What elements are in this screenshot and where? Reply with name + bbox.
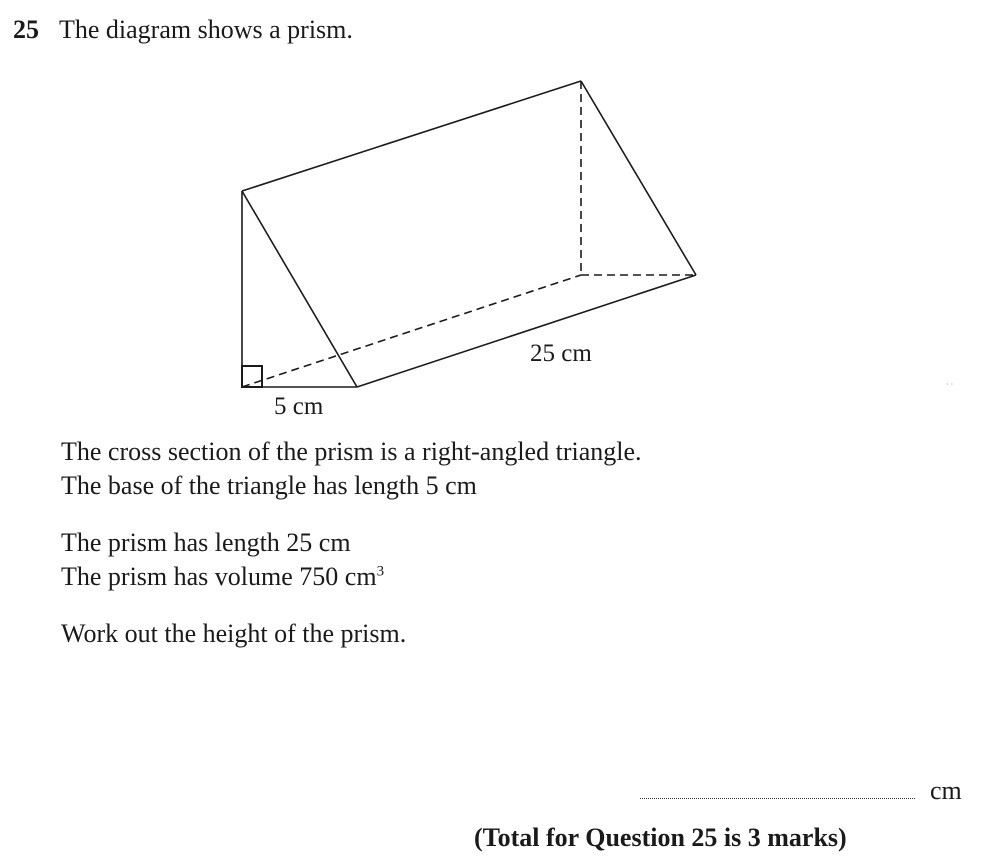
top-length-edge: [242, 81, 581, 191]
question-intro: The diagram shows a prism.: [59, 15, 353, 44]
body-line-instruction: Work out the height of the prism.: [61, 619, 407, 648]
right-angle-marker: [242, 366, 262, 387]
base-length-label: 5 cm: [274, 393, 324, 420]
prism-length-label: 25 cm: [530, 340, 592, 367]
total-marks: (Total for Question 25 is 3 marks): [474, 823, 847, 852]
front-hypotenuse-edge: [242, 191, 357, 387]
scan-speck: · ·: [946, 380, 954, 389]
answer-input-line[interactable]: [640, 797, 915, 799]
question-number: 25: [13, 15, 39, 44]
body-line-base: The base of the triangle has length 5 cm: [61, 471, 477, 500]
body-line-cross-section: The cross section of the prism is a right-angled triangle.: [61, 437, 642, 466]
answer-unit: cm: [930, 776, 962, 805]
volume-text: The prism has volume 750 cm: [61, 562, 377, 591]
back-hypotenuse-edge: [581, 81, 696, 275]
volume-superscript: 3: [376, 563, 385, 580]
body-line-length: The prism has length 25 cm: [61, 528, 351, 557]
bottom-length-edge: [357, 275, 696, 387]
body-line-volume: [61, 560, 384, 594]
hidden-length-edge: [242, 275, 581, 387]
